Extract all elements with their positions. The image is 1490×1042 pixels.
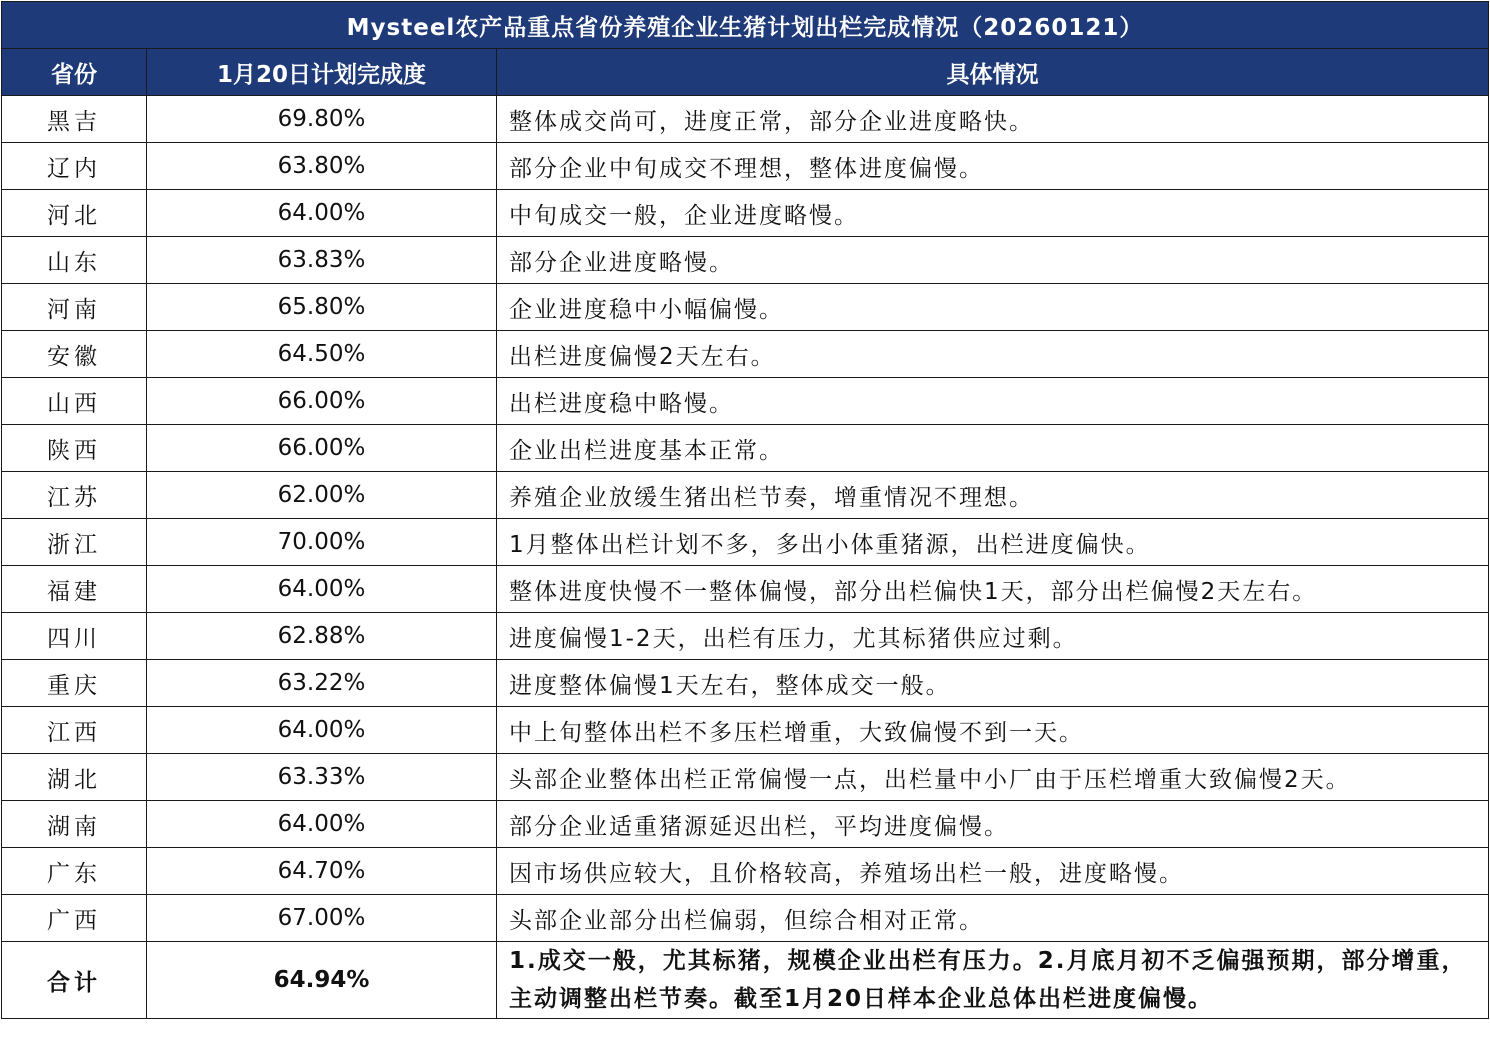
- completion-cell: 64.70%: [147, 848, 497, 895]
- details-cell: 整体进度快慢不一整体偏慢，部分出栏偏快1天，部分出栏偏慢2天左右。: [497, 566, 1489, 613]
- pig-sales-plan-table: [1, 1, 1489, 1019]
- completion-cell: 69.80%: [147, 96, 497, 143]
- details-cell: 部分企业进度略慢。: [497, 237, 1489, 284]
- table-row: [2, 519, 1489, 566]
- header-province: 省份: [2, 49, 147, 96]
- province-cell: 辽内: [2, 143, 147, 190]
- completion-cell: 63.80%: [147, 143, 497, 190]
- details-cell: 进度偏慢1-2天，出栏有压力，尤其标猪供应过剩。: [497, 613, 1489, 660]
- completion-cell: 64.00%: [147, 801, 497, 848]
- province-cell: 山西: [2, 378, 147, 425]
- details-cell: 企业进度稳中小幅偏慢。: [497, 284, 1489, 331]
- province-cell: 广西: [2, 895, 147, 942]
- total-details-cell: 1.成交一般，尤其标猪，规模企业出栏有压力。2.月底月初不乏偏强预期，部分增重，主动调整出栏节奏。截至1月20日样本企业总体出栏进度偏慢。: [497, 942, 1489, 1019]
- table-title: Mysteel农产品重点省份养殖企业生猪计划出栏完成情况（20260121）: [2, 2, 1489, 49]
- details-cell: 企业出栏进度基本正常。: [497, 425, 1489, 472]
- details-cell: 部分企业适重猪源延迟出栏，平均进度偏慢。: [497, 801, 1489, 848]
- details-cell: 部分企业中旬成交不理想，整体进度偏慢。: [497, 143, 1489, 190]
- table-row: [2, 143, 1489, 190]
- completion-cell: 67.00%: [147, 895, 497, 942]
- province-cell: 山东: [2, 237, 147, 284]
- table-row: [2, 613, 1489, 660]
- province-cell: 重庆: [2, 660, 147, 707]
- completion-cell: 63.22%: [147, 660, 497, 707]
- pig-sales-plan-table-container: [1, 1, 1488, 1019]
- province-cell: 广东: [2, 848, 147, 895]
- total-completion-cell: 64.94%: [147, 942, 497, 1019]
- completion-cell: 64.00%: [147, 566, 497, 613]
- details-cell: 出栏进度稳中略慢。: [497, 378, 1489, 425]
- details-cell: 头部企业部分出栏偏弱，但综合相对正常。: [497, 895, 1489, 942]
- province-cell: 安徽: [2, 331, 147, 378]
- completion-cell: 64.00%: [147, 190, 497, 237]
- header-completion: 1月20日计划完成度: [147, 49, 497, 96]
- completion-cell: 63.83%: [147, 237, 497, 284]
- table-row: [2, 566, 1489, 613]
- province-cell: 江西: [2, 707, 147, 754]
- completion-cell: 70.00%: [147, 519, 497, 566]
- table-row: [2, 848, 1489, 895]
- table-row: [2, 660, 1489, 707]
- completion-cell: 63.33%: [147, 754, 497, 801]
- completion-cell: 62.00%: [147, 472, 497, 519]
- table-header-row: [2, 49, 1489, 96]
- details-cell: 整体成交尚可，进度正常，部分企业进度略快。: [497, 96, 1489, 143]
- completion-cell: 66.00%: [147, 378, 497, 425]
- table-row: [2, 895, 1489, 942]
- table-row: [2, 472, 1489, 519]
- details-cell: 出栏进度偏慢2天左右。: [497, 331, 1489, 378]
- table-row: [2, 96, 1489, 143]
- header-details: 具体情况: [497, 49, 1489, 96]
- province-cell: 陕西: [2, 425, 147, 472]
- completion-cell: 64.00%: [147, 707, 497, 754]
- total-row: [2, 942, 1489, 1019]
- province-cell: 黑吉: [2, 96, 147, 143]
- details-cell: 因市场供应较大，且价格较高，养殖场出栏一般，进度略慢。: [497, 848, 1489, 895]
- table-row: [2, 284, 1489, 331]
- details-cell: 养殖企业放缓生猪出栏节奏，增重情况不理想。: [497, 472, 1489, 519]
- province-cell: 浙江: [2, 519, 147, 566]
- details-cell: 进度整体偏慢1天左右，整体成交一般。: [497, 660, 1489, 707]
- details-cell: 中旬成交一般，企业进度略慢。: [497, 190, 1489, 237]
- province-cell: 湖南: [2, 801, 147, 848]
- province-cell: 四川: [2, 613, 147, 660]
- table-row: [2, 707, 1489, 754]
- province-cell: 河北: [2, 190, 147, 237]
- province-cell: 河南: [2, 284, 147, 331]
- table-row: [2, 801, 1489, 848]
- table-row: [2, 237, 1489, 284]
- details-cell: 1月整体出栏计划不多，多出小体重猪源，出栏进度偏快。: [497, 519, 1489, 566]
- table-row: [2, 378, 1489, 425]
- table-row: [2, 331, 1489, 378]
- completion-cell: 64.50%: [147, 331, 497, 378]
- completion-cell: 65.80%: [147, 284, 497, 331]
- table-title-row: [2, 2, 1489, 49]
- details-cell: 中上旬整体出栏不多压栏增重，大致偏慢不到一天。: [497, 707, 1489, 754]
- province-cell: 福建: [2, 566, 147, 613]
- table-row: [2, 425, 1489, 472]
- completion-cell: 66.00%: [147, 425, 497, 472]
- province-cell: 湖北: [2, 754, 147, 801]
- completion-cell: 62.88%: [147, 613, 497, 660]
- details-cell: 头部企业整体出栏正常偏慢一点，出栏量中小厂由于压栏增重大致偏慢2天。: [497, 754, 1489, 801]
- total-province-cell: 合计: [2, 942, 147, 1019]
- table-row: [2, 754, 1489, 801]
- province-cell: 江苏: [2, 472, 147, 519]
- table-body: [2, 96, 1489, 942]
- table-row: [2, 190, 1489, 237]
